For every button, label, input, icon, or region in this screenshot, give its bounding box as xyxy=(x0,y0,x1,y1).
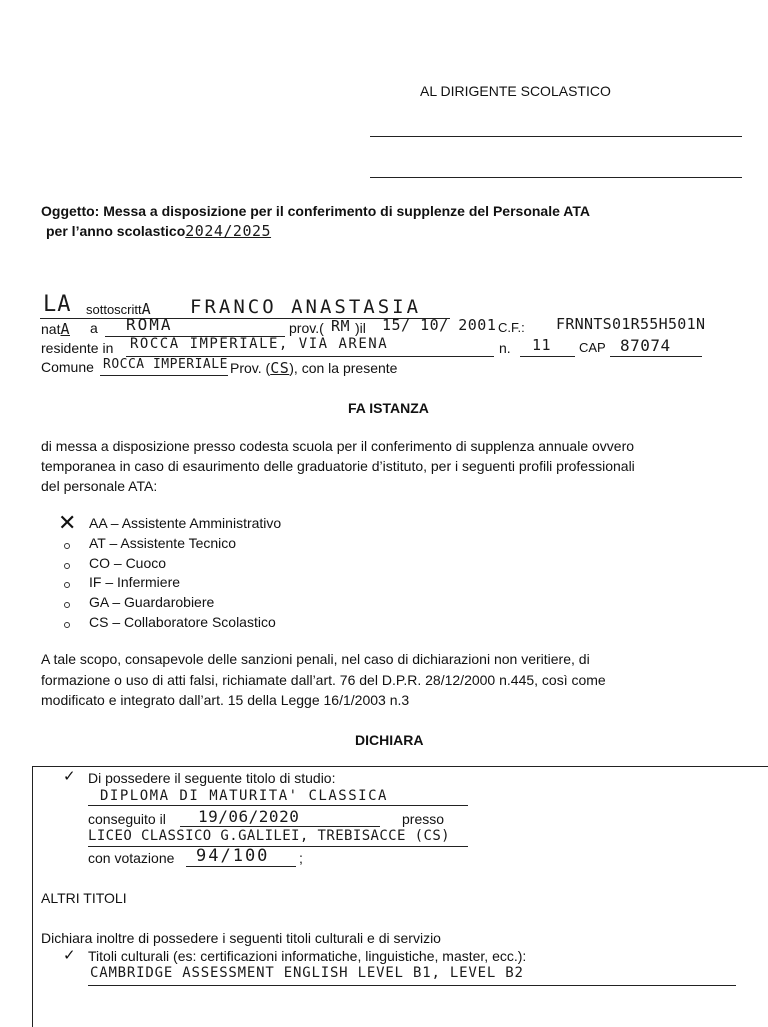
birth-prov-handwritten: RM xyxy=(331,317,351,335)
conseguito-date-handwritten: 19/06/2020 xyxy=(198,807,300,826)
fa-istanza-line-1: di messa a disposizione presso codesta scuola per il conferimento di supplenza annuale ovvero xyxy=(41,438,635,454)
cap-underline xyxy=(610,356,702,357)
radio-bullet-ga[interactable] xyxy=(64,602,70,608)
cap-label: CAP xyxy=(579,340,606,355)
school-handwritten: LICEO CLASSICO G.GALILEI, TREBISACCE (CS) xyxy=(88,828,450,844)
radio-bullet-if[interactable] xyxy=(64,582,70,588)
addressee: AL DIRIGENTE SCOLASTICO xyxy=(420,83,611,99)
declaration-line-3: modificato e integrato dall’art. 15 della Legge 16/1/2003 n.3 xyxy=(41,692,410,708)
declaration-line-2: formazione o uso di atti falsi, richiamate dall’art. 76 del D.P.R. 28/12/2000 n.445, così come xyxy=(41,672,606,688)
subject-line-2 xyxy=(46,222,271,240)
radio-bullet-co[interactable] xyxy=(64,563,70,569)
address-line-2 xyxy=(370,177,742,178)
profile-option-if: IF – Infermiere xyxy=(89,574,181,590)
school-year-handwritten: 2024/2025 xyxy=(185,222,272,240)
culturali-label: Titoli culturali (es: certificazioni informatiche, linguistiche, master, ecc.): xyxy=(88,948,527,964)
declaration-line-1: A tale scopo, consapevole delle sanzioni penali, nel caso di dichiarazioni non veritiere, di xyxy=(41,651,590,667)
profile-option-cs: CS – Collaboratore Scolastico xyxy=(89,614,276,630)
school-underline xyxy=(88,846,468,847)
prov2-label: Prov. (CS), con la presente xyxy=(230,359,398,377)
presso-label: presso xyxy=(402,811,445,827)
titolo-underline xyxy=(88,805,468,806)
il-label: )il xyxy=(355,320,366,336)
culturali-underline xyxy=(88,985,736,986)
comune-handwritten: ROCCA IMPERIALE xyxy=(103,357,228,372)
fa-istanza-line-3: del personale ATA: xyxy=(41,478,158,494)
number-label: n. xyxy=(499,340,511,356)
inoltre-text: Dichiara inoltre di possedere i seguenti titoli culturali e di servizio xyxy=(41,930,441,946)
votazione-handwritten: 94/100 xyxy=(196,846,270,866)
profile-option-aa: AA – Assistente Amministrativo xyxy=(89,515,282,531)
titolo-handwritten: DIPLOMA DI MATURITA' CLASSICA xyxy=(100,788,388,804)
cf-label: C.F.: xyxy=(498,320,525,335)
sottoscritt-label: sottoscrittA xyxy=(86,300,152,318)
gender-handwritten: LA xyxy=(43,292,72,317)
culturali-handwritten: CAMBRIDGE ASSESSMENT ENGLISH LEVEL B1, LEVEL B2 xyxy=(90,965,524,981)
radio-bullet-at[interactable] xyxy=(64,543,70,549)
conseguito-underline xyxy=(180,826,380,827)
checked-x-mark[interactable]: ✕ xyxy=(58,511,77,536)
residence-handwritten: ROCCA IMPERIALE, VIA ARENA xyxy=(130,336,389,352)
votazione-suffix: ; xyxy=(299,850,303,866)
nat-label: natA xyxy=(41,320,70,338)
residente-label: residente in xyxy=(41,340,114,356)
birthplace-handwritten: ROMA xyxy=(126,315,173,334)
cap-handwritten: 87074 xyxy=(620,336,671,355)
subject-year-prefix: per l’anno scolastico xyxy=(46,223,186,239)
cf-handwritten: FRNNTS01R55H501N xyxy=(556,315,706,333)
a-label: a xyxy=(90,320,98,336)
birth-prov-label: prov.( xyxy=(289,320,324,336)
votazione-underline xyxy=(186,866,296,867)
check-icon-titolo: ✓ xyxy=(63,768,76,785)
votazione-label: con votazione xyxy=(88,850,175,866)
profile-option-at: AT – Assistente Tecnico xyxy=(89,535,237,551)
profile-option-ga: GA – Guardarobiere xyxy=(89,594,215,610)
radio-bullet-cs[interactable] xyxy=(64,622,70,628)
birthdate-handwritten: 15/ 10/ 2001 xyxy=(382,316,497,334)
fa-istanza-line-2: temporanea in caso di esaurimento delle graduatorie d’istituto, per i seguenti profili professionali xyxy=(41,458,635,474)
conseguito-label: conseguito il xyxy=(88,811,166,827)
profile-option-co: CO – Cuoco xyxy=(89,555,167,571)
fa-istanza-heading: FA ISTANZA xyxy=(348,400,429,416)
name-handwritten: FRANCO ANASTASIA xyxy=(190,296,422,318)
titolo-label: Di possedere il seguente titolo di studio: xyxy=(88,770,336,786)
comune-underline xyxy=(100,375,228,376)
subject-line-1: Oggetto: Messa a disposizione per il conferimento di supplenze del Personale ATA xyxy=(41,203,590,219)
address-line-1 xyxy=(370,136,742,137)
altri-titoli-heading: ALTRI TITOLI xyxy=(41,890,127,906)
comune-label: Comune xyxy=(41,359,94,375)
check-icon-culturali: ✓ xyxy=(63,947,76,964)
number-underline xyxy=(520,356,575,357)
dichiara-heading: DICHIARA xyxy=(355,732,424,748)
number-handwritten: 11 xyxy=(532,336,552,354)
